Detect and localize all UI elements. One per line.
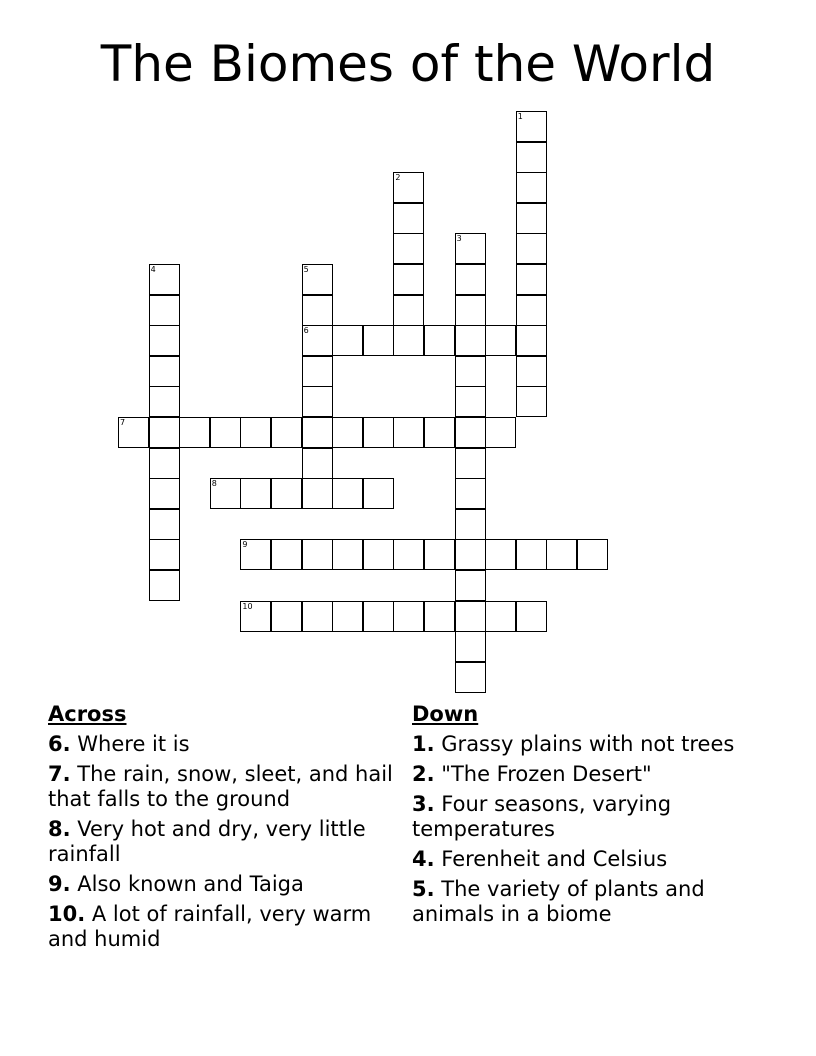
across-clue-10: [48, 902, 393, 952]
down-clue-5: [412, 877, 757, 927]
cell-number: 10: [242, 601, 253, 611]
clue-number: 9.: [48, 872, 71, 896]
clue-number: 1.: [412, 732, 435, 756]
clue-text: Very hot and dry, very little rainfall: [48, 817, 366, 866]
crossword-cell[interactable]: [516, 325, 547, 356]
across-clue-7: [48, 762, 393, 812]
down-clue-4: [412, 847, 757, 872]
clue-number: 10.: [48, 902, 86, 926]
crossword-cell[interactable]: [302, 386, 333, 417]
crossword-cell[interactable]: [485, 601, 516, 632]
across-clue-9: [48, 872, 393, 897]
clue-number: 3.: [412, 792, 435, 816]
crossword-cell[interactable]: [332, 539, 363, 570]
clue-text: Four seasons, varying temperatures: [412, 792, 672, 841]
crossword-cell[interactable]: [455, 570, 486, 601]
crossword-cell[interactable]: [149, 356, 180, 387]
clue-number: 7.: [48, 762, 71, 786]
clue-text: The variety of plants and animals in a biome: [412, 877, 705, 926]
crossword-cell[interactable]: [424, 417, 455, 448]
crossword-cell[interactable]: [393, 203, 424, 234]
crossword-cell[interactable]: [149, 509, 180, 540]
cell-number: 3: [456, 234, 462, 244]
cell-number: 8: [211, 479, 217, 489]
crossword-cell[interactable]: [332, 417, 363, 448]
clue-number: 5.: [412, 877, 435, 901]
crossword-cell[interactable]: [455, 662, 486, 693]
crossword-cell[interactable]: [455, 478, 486, 509]
down-heading: Down: [412, 702, 479, 726]
crossword-cell[interactable]: [302, 539, 333, 570]
across-clues: [48, 702, 393, 957]
cell-number: 1: [517, 112, 523, 121]
clue-text: A lot of rainfall, very warm and humid: [48, 902, 372, 951]
crossword-cell[interactable]: [516, 203, 547, 234]
crossword-cell[interactable]: [485, 325, 516, 356]
crossword-cell[interactable]: [455, 601, 486, 632]
crossword-cell[interactable]: [363, 417, 394, 448]
crossword-cell[interactable]: [271, 478, 302, 509]
crossword-cell[interactable]: [393, 601, 424, 632]
crossword-cell[interactable]: [149, 570, 180, 601]
crossword-cell[interactable]: [424, 325, 455, 356]
crossword-cell[interactable]: [455, 295, 486, 326]
crossword-cell[interactable]: [302, 417, 333, 448]
crossword-cell[interactable]: [271, 417, 302, 448]
crossword-cell[interactable]: [485, 417, 516, 448]
across-heading: Across: [48, 702, 127, 726]
clue-number: 4.: [412, 847, 435, 871]
crossword-cell[interactable]: [455, 631, 486, 662]
crossword-cell[interactable]: [455, 386, 486, 417]
crossword-cell[interactable]: [424, 539, 455, 570]
crossword-cell[interactable]: [302, 478, 333, 509]
crossword-cell[interactable]: [516, 172, 547, 203]
crossword-cell[interactable]: [485, 539, 516, 570]
crossword-cell[interactable]: [455, 539, 486, 570]
crossword-cell[interactable]: [393, 233, 424, 264]
clue-number: 2.: [412, 762, 435, 786]
clue-number: 6.: [48, 732, 71, 756]
crossword-cell[interactable]: [332, 601, 363, 632]
crossword-cell[interactable]: [455, 264, 486, 295]
cell-number: 4: [150, 265, 156, 274]
crossword-cell[interactable]: [363, 601, 394, 632]
crossword-cell[interactable]: [516, 264, 547, 295]
crossword-cell[interactable]: [516, 539, 547, 570]
crossword-cell[interactable]: [332, 478, 363, 509]
crossword-cell[interactable]: [302, 356, 333, 387]
crossword-cell[interactable]: [210, 417, 241, 448]
across-clue-8: [48, 817, 393, 867]
crossword-cell[interactable]: [393, 295, 424, 326]
cell-number: 7: [120, 418, 126, 427]
crossword-cell[interactable]: [363, 478, 394, 509]
clue-text: The rain, snow, sleet, and hail that falls to the ground: [48, 762, 393, 811]
crossword-cell[interactable]: [393, 325, 424, 356]
cell-number: 9: [242, 540, 248, 550]
clue-text: Also known and Taiga: [77, 872, 304, 896]
crossword-cell[interactable]: [455, 509, 486, 540]
crossword-cell[interactable]: [393, 264, 424, 295]
crossword-cell[interactable]: [149, 295, 180, 326]
crossword-cell[interactable]: [516, 233, 547, 264]
crossword-cell[interactable]: [516, 356, 547, 387]
crossword-cell[interactable]: [149, 386, 180, 417]
crossword-cell[interactable]: [363, 325, 394, 356]
crossword-cell[interactable]: [516, 295, 547, 326]
crossword-cell[interactable]: [302, 601, 333, 632]
down-clue-1: [412, 732, 757, 757]
clue-text: Where it is: [77, 732, 190, 756]
down-clues: [412, 702, 757, 932]
crossword-cell[interactable]: [332, 325, 363, 356]
clue-text: Ferenheit and Celsius: [441, 847, 668, 871]
clue-number: 8.: [48, 817, 71, 841]
crossword-cell[interactable]: [271, 601, 302, 632]
crossword-cell[interactable]: [149, 325, 180, 356]
crossword-cell[interactable]: [455, 448, 486, 479]
puzzle-title: The Biomes of the World: [100, 35, 716, 93]
crossword-cell[interactable]: [455, 325, 486, 356]
crossword-cell[interactable]: [424, 601, 455, 632]
crossword-cell[interactable]: [546, 539, 577, 570]
crossword-cell[interactable]: [149, 417, 180, 448]
cell-number: 6: [303, 326, 309, 336]
crossword-cell[interactable]: [455, 356, 486, 387]
crossword-cell[interactable]: [302, 448, 333, 479]
crossword-cell[interactable]: [149, 448, 180, 479]
crossword-cell[interactable]: [455, 417, 486, 448]
crossword-cell[interactable]: [149, 478, 180, 509]
crossword-cell[interactable]: [393, 539, 424, 570]
cell-number: 5: [303, 265, 309, 274]
across-clue-6: [48, 732, 393, 757]
crossword-cell[interactable]: [516, 601, 547, 632]
crossword-cell[interactable]: [516, 142, 547, 173]
cell-number: 2: [395, 173, 401, 183]
crossword-cell[interactable]: [179, 417, 210, 448]
crossword-cell[interactable]: [363, 539, 394, 570]
crossword-cell[interactable]: [271, 539, 302, 570]
crossword-cell[interactable]: [516, 386, 547, 417]
down-clue-2: [412, 762, 757, 787]
crossword-cell[interactable]: [149, 539, 180, 570]
crossword-cell[interactable]: [577, 539, 608, 570]
down-clue-3: [412, 792, 757, 842]
clue-text: Grassy plains with not trees: [441, 732, 735, 756]
clue-text: "The Frozen Desert": [441, 762, 652, 786]
crossword-cell[interactable]: [240, 478, 271, 509]
crossword-cell[interactable]: [393, 417, 424, 448]
crossword-cell[interactable]: [302, 295, 333, 326]
crossword-cell[interactable]: [240, 417, 271, 448]
